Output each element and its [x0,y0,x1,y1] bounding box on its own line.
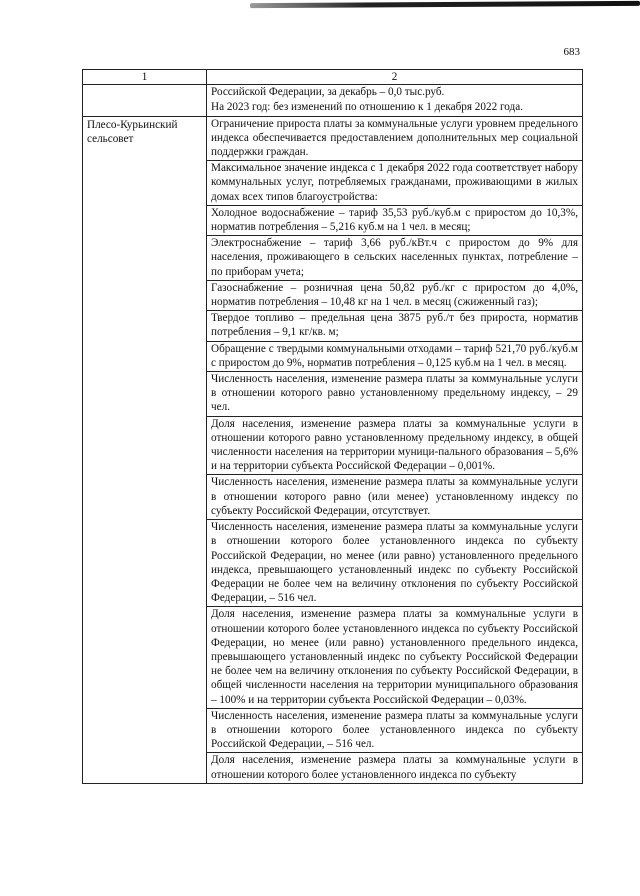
continuation-line: Российской Федерации, за декабрь – 0,0 тыс.руб. [211,86,445,99]
paragraph: Электроснабжение – тариф 3,66 руб./кВт.ч с приростом до 9% для населения, проживающего в сельских населенных пунктах, потребление – по приборам учета; [207,236,582,281]
paragraph: Доля населения, изменение размера платы за коммунальные услуги в отношении которого равно установленному предельному индексу, в общей численности населения на территории муници-пального образования – 5,6% и на территории субъекта Российской Федерации – 0,001%. [207,417,582,476]
paragraph: Численность населения, изменение размера платы за коммунальные услуги в отношении которого равно установленному предельному индексу, – 29 чел. [207,372,582,417]
region-name-cell: Плесо-Курьинский сельсовет [83,116,207,783]
paragraph: Ограничение прироста платы за коммунальные услуги уровнем предельного индекса обеспечивается предоставлением дополнительных мер социальной поддержки граждан. [207,117,582,162]
paragraph: Численность населения, изменение размера платы за коммунальные услуги в отношении которого равно (или менее) установленному индексу по субъекту Российской Федерации, отсутствует. [207,475,582,520]
scan-edge-shadow [250,1,640,8]
table-header-row [83,70,583,85]
table-row [83,116,583,783]
column-header-2: 2 [207,70,583,85]
paragraph: Доля населения, изменение размера платы за коммунальные услуги в отношении которого более установленного индекса по субъекту [211,754,578,781]
continuation-region-cell [83,85,207,116]
paragraph: Твердое топливо – предельная цена 3875 руб./т без прироста, норматив потребления – 9,1 кг/кв. м; [207,311,582,341]
paragraph: Максимальное значение индекса с 1 декабря 2022 года соответствует набору коммунальных услуг, потребляемых гражданами, проживающими в жилых домах всех типов благоустройства: [207,161,582,206]
paragraph: Численность населения, изменение размера платы за коммунальные услуги в отношении которого более установленного индекса по субъекту Российской Федерации, но менее (или равно) установленного предельного индекса, превышающего установленный индекс по субъекту Российской Федерации не более чем на величину отклонения по субъекту Российской Федерации, – 516 чел. [207,520,582,607]
paragraph: Доля населения, изменение размера платы за коммунальные услуги в отношении которого более установленного индекса по субъекту Российской Федерации, но менее (или равно) установленного предельного индекса, превышающего установленный индекс по субъекту Российской Федерации не более чем на величину отклонения по субъекту Российской Федерации, в общей численности населения на территории муниципального образования – 100% и на территории субъекта Российской Федерации – 0,03%. [207,607,582,708]
continuation-line: На 2023 год: без изменений по отношению к 1 декабря 2022 года. [211,101,524,114]
continuation-row [83,85,583,116]
document-table [82,69,583,784]
paragraph: Газоснабжение – розничная цена 50,82 руб./кг с приростом до 4,0%, норматив потребления – 10,48 кг на 1 чел. в месяц (сжиженный газ); [207,281,582,311]
paragraph: Холодное водоснабжение – тариф 35,53 руб./куб.м с приростом до 10,3%, норматив потребления – 5,216 куб.м на 1 чел. в месяц; [207,206,582,236]
paragraph: Обращение с твердыми коммунальными отходами – тариф 521,70 руб./куб.м с приростом до 9%, норматив потребления – 0,125 куб.м на 1 чел. в месяц. [207,342,582,372]
page-number: 683 [563,46,580,58]
column-header-1: 1 [83,70,207,85]
continuation-text-cell [207,85,583,116]
measures-text-cell [207,116,583,783]
paragraph: Численность населения, изменение размера платы за коммунальные услуги в отношении которого более установленного индекса по субъекту Российской Федерации, – 516 чел. [207,709,582,754]
